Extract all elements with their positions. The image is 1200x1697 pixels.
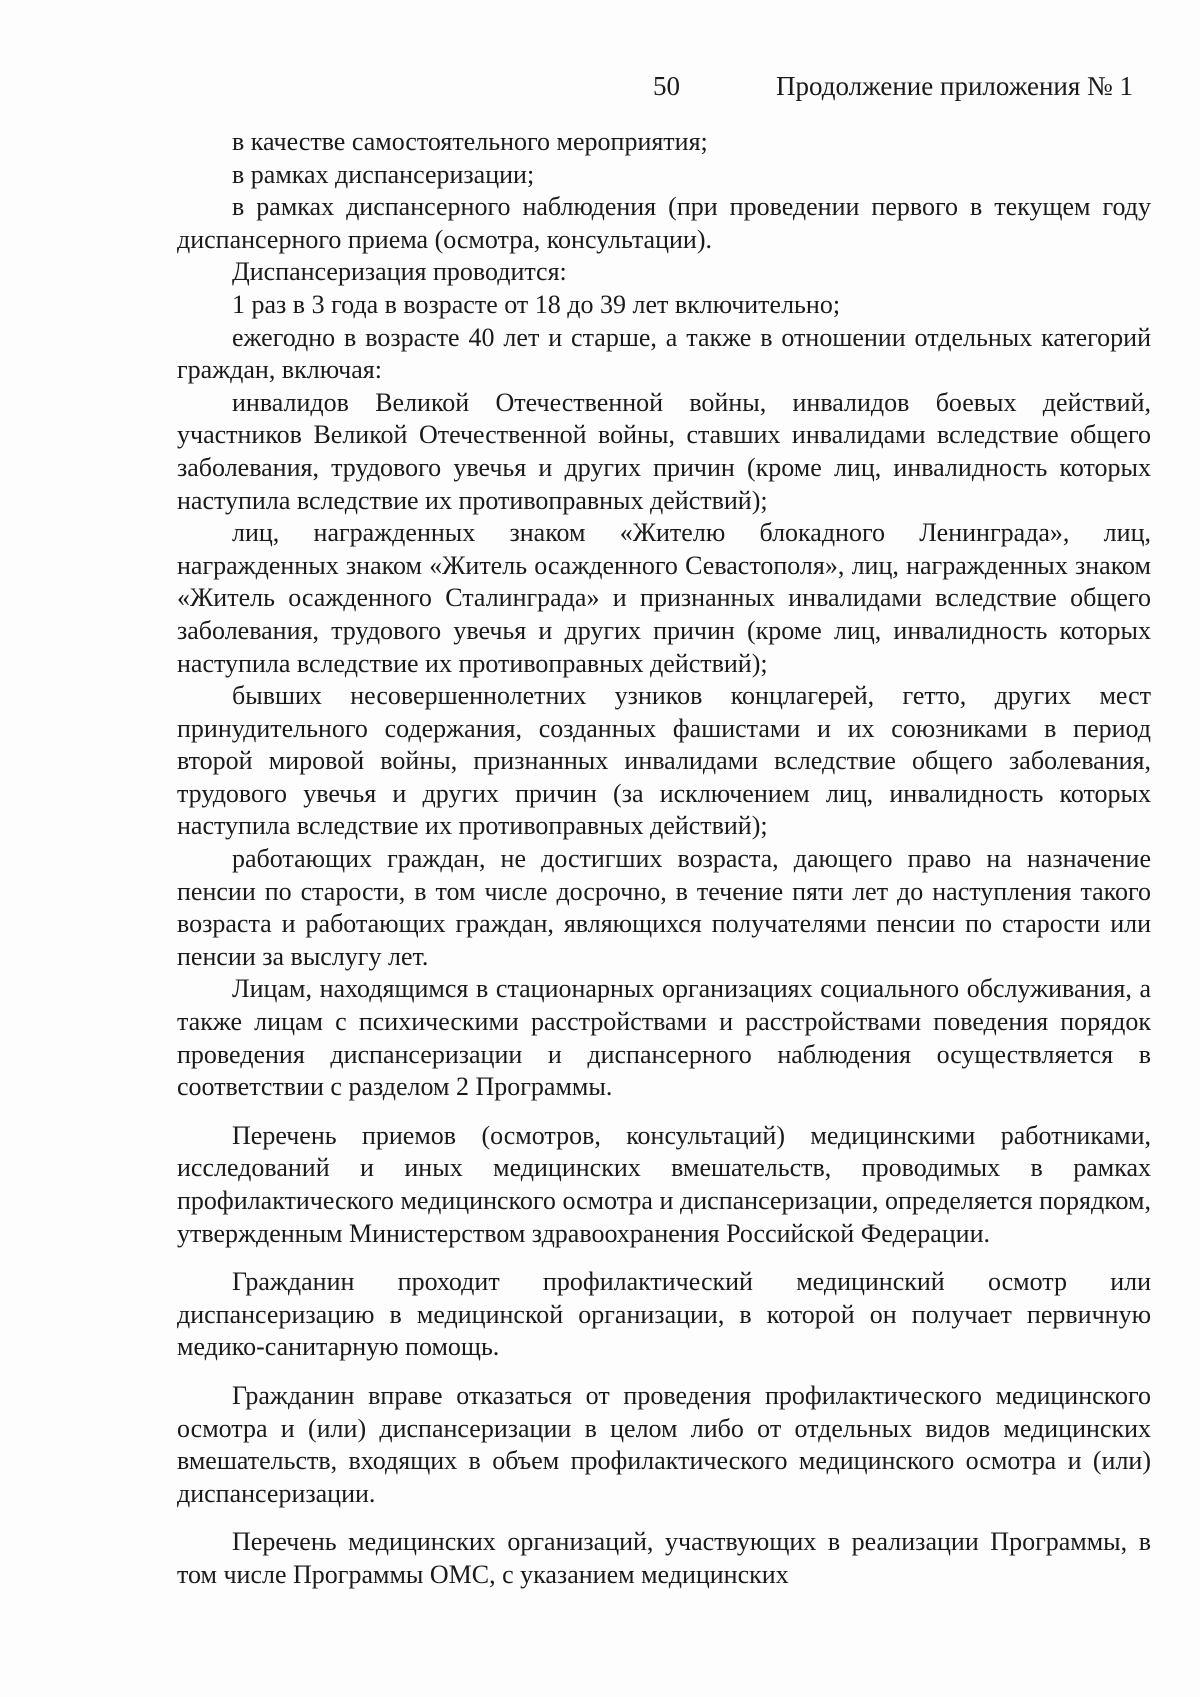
document-body	[177, 126, 1151, 1592]
page-header	[0, 66, 1200, 106]
paragraph: инвалидов Великой Отечественной войны, инвалидов боевых действий, участников Великой Отечественной войны, ставших инвалидами вследствие общего заболевания, трудового увечья и других причин (кроме лиц, инвалидность которых наступила вследствие их противоправных действий);	[177, 387, 1151, 515]
page-number: 50	[653, 71, 680, 101]
paragraph: в качестве самостоятельного мероприятия;	[232, 127, 708, 156]
paragraph: в рамках диспансеризации;	[232, 159, 535, 189]
paragraph: лиц, награжденных знаком «Жителю блокадного Ленинграда», лиц, награжденных знаком «Житель осажденного Севастополя», лиц, награжденных знаком «Житель осажденного Сталинграда» и признанных инвалидами вследствие общего заболевания, трудового увечья и других причин (кроме лиц, инвалидность которых наступила вследствие их противоправных действий);	[177, 518, 1151, 678]
header-title: Продолжение приложения № 1	[776, 71, 1134, 101]
paragraph: в рамках диспансерного наблюдения (при проведении первого в текущем году диспансерного приема (осмотра, консультации).	[177, 192, 1151, 254]
paragraph: 1 раз в 3 года в возрасте от 18 до 39 лет включительно;	[232, 289, 841, 319]
paragraph: Диспансеризация проводится:	[232, 257, 567, 287]
paragraph: работающих граждан, не достигших возраста, дающего право на назначение пенсии по старости, в том числе досрочно, в течение пяти лет до наступления такого возраста и работающих граждан, являющихся получателями пенсии по старости или пенсии за выслугу лет.	[177, 844, 1151, 971]
paragraph: Перечень приемов (осмотров, консультаций) медицинскими работниками, исследований и иных медицинских вмешательств, проводимых в рамках профилактического медицинского осмотра и диспансеризации, определяется порядком, утвержденным Министерством здравоохранения Российской Федерации.	[177, 1120, 1151, 1248]
paragraph: Лицам, находящимся в стационарных организациях социального обслуживания, а также лицам с психическими расстройствами и расстройствами поведения порядок проведения диспансеризации и диспансерного наблюдения осуществляется в соответствии с разделом 2 Программы.	[177, 974, 1151, 1102]
paragraph: Гражданин вправе отказаться от проведения профилактического медицинского осмотра и (или) диспансеризации в целом либо от отдельных видов медицинских вмешательств, входящих в объем профилактического медицинского осмотра и (или) диспансеризации.	[177, 1380, 1151, 1508]
paragraph: ежегодно в возрасте 40 лет и старше, а также в отношении отдельных категорий граждан, включая:	[177, 322, 1151, 385]
paragraph: Гражданин проходит профилактический медицинский осмотр или диспансеризацию в медицинской организации, в которой он получает первичную медико-санитарную помощь.	[177, 1267, 1151, 1362]
paragraph: Перечень медицинских организаций, участвующих в реализации Программы, в том числе Программы ОМС, с указанием медицинских	[177, 1527, 1151, 1589]
paragraph: бывших несовершеннолетних узников концлагерей, гетто, других мест принудительного содержания, созданных фашистами и их союзниками в период второй мировой войны, признанных инвалидами вследствие общего заболевания, трудового увечья и других причин (за исключением лиц, инвалидность которых наступила вследствие их противоправных действий);	[177, 681, 1151, 841]
